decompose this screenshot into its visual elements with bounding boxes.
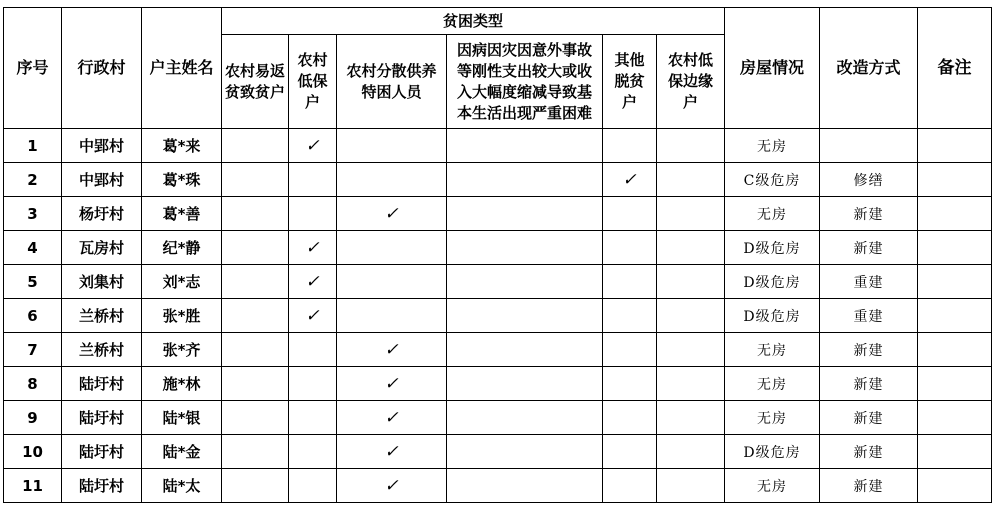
cell-village[interactable]: 中郢村 — [62, 163, 142, 197]
cell-seq[interactable]: 9 — [4, 401, 62, 435]
header-type-marginal[interactable]: 农村低保边缘户 — [657, 35, 725, 129]
cell-housing[interactable]: 无房 — [725, 367, 820, 401]
cell-type-5[interactable] — [657, 469, 725, 503]
cell-type-5[interactable] — [657, 163, 725, 197]
cell-type-1[interactable] — [289, 197, 337, 231]
cell-type-2[interactable] — [337, 435, 447, 469]
table-row — [4, 333, 992, 367]
cell-type-4[interactable] — [603, 299, 657, 333]
cell-type-5[interactable] — [657, 333, 725, 367]
cell-type-3[interactable] — [447, 265, 603, 299]
cell-renovation[interactable]: 新建 — [820, 197, 918, 231]
cell-village[interactable]: 陆圩村 — [62, 367, 142, 401]
cell-householder[interactable]: 张*齐 — [142, 333, 222, 367]
cell-householder[interactable]: 陆*太 — [142, 469, 222, 503]
header-renovation[interactable]: 改造方式 — [820, 8, 918, 129]
cell-type-4[interactable] — [603, 231, 657, 265]
cell-seq[interactable]: 10 — [4, 435, 62, 469]
header-type-return-poverty[interactable]: 农村易返贫致贫户 — [222, 35, 289, 129]
cell-renovation[interactable]: 重建 — [820, 299, 918, 333]
cell-type-3[interactable] — [447, 469, 603, 503]
check-mark-icon: ✓ — [384, 203, 399, 224]
check-mark-icon: ✓ — [305, 135, 320, 156]
table-row — [4, 299, 992, 333]
cell-householder[interactable]: 陆*银 — [142, 401, 222, 435]
cell-type-0[interactable] — [222, 435, 289, 469]
cell-remark[interactable] — [918, 231, 992, 265]
cell-type-1[interactable] — [289, 435, 337, 469]
cell-householder[interactable]: 葛*珠 — [142, 163, 222, 197]
cell-village[interactable]: 陆圩村 — [62, 435, 142, 469]
cell-village[interactable]: 兰桥村 — [62, 333, 142, 367]
cell-type-2[interactable] — [337, 469, 447, 503]
cell-type-5[interactable] — [657, 265, 725, 299]
cell-renovation[interactable]: 新建 — [820, 367, 918, 401]
check-mark-icon: ✓ — [384, 373, 399, 394]
cell-type-1[interactable] — [289, 333, 337, 367]
table-row — [4, 367, 992, 401]
cell-type-1[interactable] — [289, 401, 337, 435]
cell-housing[interactable]: D级危房 — [725, 299, 820, 333]
header-seq[interactable]: 序号 — [4, 8, 62, 129]
cell-type-0[interactable] — [222, 231, 289, 265]
cell-housing[interactable]: 无房 — [725, 469, 820, 503]
cell-village[interactable]: 瓦房村 — [62, 231, 142, 265]
cell-type-1[interactable] — [289, 231, 337, 265]
cell-householder[interactable]: 葛*善 — [142, 197, 222, 231]
header-type-minimum-living[interactable]: 农村低保户 — [289, 35, 337, 129]
cell-type-4[interactable] — [603, 197, 657, 231]
poverty-housing-table — [3, 7, 992, 503]
cell-renovation[interactable]: 修缮 — [820, 163, 918, 197]
cell-seq[interactable]: 5 — [4, 265, 62, 299]
cell-type-2[interactable] — [337, 197, 447, 231]
header-householder[interactable]: 户主姓名 — [142, 8, 222, 129]
cell-renovation[interactable]: 新建 — [820, 469, 918, 503]
cell-seq[interactable]: 1 — [4, 129, 62, 163]
cell-housing[interactable]: 无房 — [725, 333, 820, 367]
cell-renovation[interactable]: 新建 — [820, 435, 918, 469]
cell-seq[interactable]: 7 — [4, 333, 62, 367]
cell-type-4[interactable] — [603, 367, 657, 401]
cell-type-1[interactable] — [289, 299, 337, 333]
cell-type-5[interactable] — [657, 197, 725, 231]
header-poverty-type[interactable]: 贫困类型 — [222, 8, 725, 35]
cell-housing[interactable]: 无房 — [725, 401, 820, 435]
cell-type-3[interactable] — [447, 299, 603, 333]
header-village[interactable]: 行政村 — [62, 8, 142, 129]
cell-renovation[interactable]: 新建 — [820, 231, 918, 265]
cell-seq[interactable]: 6 — [4, 299, 62, 333]
cell-type-5[interactable] — [657, 129, 725, 163]
cell-housing[interactable]: D级危房 — [725, 231, 820, 265]
check-mark-icon: ✓ — [305, 271, 320, 292]
table-row — [4, 231, 992, 265]
cell-remark[interactable] — [918, 197, 992, 231]
table-row — [4, 163, 992, 197]
cell-type-5[interactable] — [657, 299, 725, 333]
cell-housing[interactable]: 无房 — [725, 129, 820, 163]
cell-village[interactable]: 杨圩村 — [62, 197, 142, 231]
check-mark-icon: ✓ — [384, 339, 399, 360]
cell-householder[interactable]: 施*林 — [142, 367, 222, 401]
cell-type-0[interactable] — [222, 163, 289, 197]
cell-type-1[interactable] — [289, 129, 337, 163]
cell-remark[interactable] — [918, 367, 992, 401]
cell-type-0[interactable] — [222, 265, 289, 299]
cell-type-4[interactable] — [603, 129, 657, 163]
cell-type-4[interactable] — [603, 401, 657, 435]
cell-renovation[interactable]: 新建 — [820, 401, 918, 435]
cell-type-0[interactable] — [222, 197, 289, 231]
cell-type-3[interactable] — [447, 435, 603, 469]
cell-type-2[interactable] — [337, 367, 447, 401]
cell-type-2[interactable] — [337, 231, 447, 265]
table-row — [4, 469, 992, 503]
header-type-other-lifted[interactable]: 其他脱贫户 — [603, 35, 657, 129]
cell-seq[interactable]: 2 — [4, 163, 62, 197]
cell-seq[interactable]: 3 — [4, 197, 62, 231]
check-mark-icon: ✓ — [384, 407, 399, 428]
cell-renovation[interactable] — [820, 129, 918, 163]
cell-seq[interactable]: 4 — [4, 231, 62, 265]
cell-type-3[interactable] — [447, 231, 603, 265]
cell-type-2[interactable] — [337, 265, 447, 299]
cell-type-0[interactable] — [222, 129, 289, 163]
cell-type-4[interactable] — [603, 163, 657, 197]
cell-remark[interactable] — [918, 265, 992, 299]
cell-householder[interactable]: 刘*志 — [142, 265, 222, 299]
cell-householder[interactable]: 葛*来 — [142, 129, 222, 163]
cell-remark[interactable] — [918, 435, 992, 469]
cell-type-3[interactable] — [447, 401, 603, 435]
cell-type-4[interactable] — [603, 469, 657, 503]
header-remark[interactable]: 备注 — [918, 8, 992, 129]
table-body — [4, 129, 992, 503]
cell-type-5[interactable] — [657, 435, 725, 469]
cell-type-4[interactable] — [603, 265, 657, 299]
cell-housing[interactable]: D级危房 — [725, 265, 820, 299]
check-mark-icon: ✓ — [305, 305, 320, 326]
cell-type-3[interactable] — [447, 129, 603, 163]
cell-type-4[interactable] — [603, 333, 657, 367]
cell-remark[interactable] — [918, 129, 992, 163]
cell-remark[interactable] — [918, 299, 992, 333]
cell-renovation[interactable]: 重建 — [820, 265, 918, 299]
table-row — [4, 401, 992, 435]
check-mark-icon: ✓ — [384, 475, 399, 496]
cell-type-2[interactable] — [337, 333, 447, 367]
cell-type-0[interactable] — [222, 401, 289, 435]
table-row — [4, 129, 992, 163]
cell-type-0[interactable] — [222, 367, 289, 401]
cell-householder[interactable]: 纪*静 — [142, 231, 222, 265]
cell-type-5[interactable] — [657, 367, 725, 401]
cell-householder[interactable]: 陆*金 — [142, 435, 222, 469]
cell-type-5[interactable] — [657, 231, 725, 265]
cell-type-1[interactable] — [289, 367, 337, 401]
cell-housing[interactable]: 无房 — [725, 197, 820, 231]
cell-type-1[interactable] — [289, 469, 337, 503]
cell-remark[interactable] — [918, 469, 992, 503]
cell-remark[interactable] — [918, 401, 992, 435]
cell-type-2[interactable] — [337, 163, 447, 197]
cell-village[interactable]: 陆圩村 — [62, 401, 142, 435]
check-mark-icon: ✓ — [622, 169, 637, 190]
table-row — [4, 435, 992, 469]
cell-housing[interactable]: C级危房 — [725, 163, 820, 197]
cell-seq[interactable]: 8 — [4, 367, 62, 401]
header-housing[interactable]: 房屋情况 — [725, 8, 820, 129]
header-type-scattered-support[interactable]: 农村分散供养特困人员 — [337, 35, 447, 129]
table-row — [4, 265, 992, 299]
cell-type-0[interactable] — [222, 333, 289, 367]
cell-type-0[interactable] — [222, 469, 289, 503]
table-row — [4, 197, 992, 231]
cell-village[interactable]: 中郢村 — [62, 129, 142, 163]
cell-seq[interactable]: 11 — [4, 469, 62, 503]
cell-type-5[interactable] — [657, 401, 725, 435]
cell-type-2[interactable] — [337, 129, 447, 163]
cell-type-3[interactable] — [447, 197, 603, 231]
cell-renovation[interactable]: 新建 — [820, 333, 918, 367]
cell-housing[interactable]: D级危房 — [725, 435, 820, 469]
header-type-rigid-expenditure[interactable]: 因病因灾因意外事故等刚性支出较大或收入大幅度缩减导致基本生活出现严重困难 — [447, 35, 603, 129]
check-mark-icon: ✓ — [384, 441, 399, 462]
cell-type-2[interactable] — [337, 299, 447, 333]
cell-type-2[interactable] — [337, 401, 447, 435]
cell-type-0[interactable] — [222, 299, 289, 333]
cell-type-3[interactable] — [447, 333, 603, 367]
cell-type-4[interactable] — [603, 435, 657, 469]
cell-village[interactable]: 陆圩村 — [62, 469, 142, 503]
cell-type-3[interactable] — [447, 367, 603, 401]
cell-remark[interactable] — [918, 163, 992, 197]
check-mark-icon: ✓ — [305, 237, 320, 258]
cell-village[interactable]: 兰桥村 — [62, 299, 142, 333]
cell-type-3[interactable] — [447, 163, 603, 197]
cell-remark[interactable] — [918, 333, 992, 367]
cell-householder[interactable]: 张*胜 — [142, 299, 222, 333]
cell-type-1[interactable] — [289, 163, 337, 197]
cell-type-1[interactable] — [289, 265, 337, 299]
cell-village[interactable]: 刘集村 — [62, 265, 142, 299]
